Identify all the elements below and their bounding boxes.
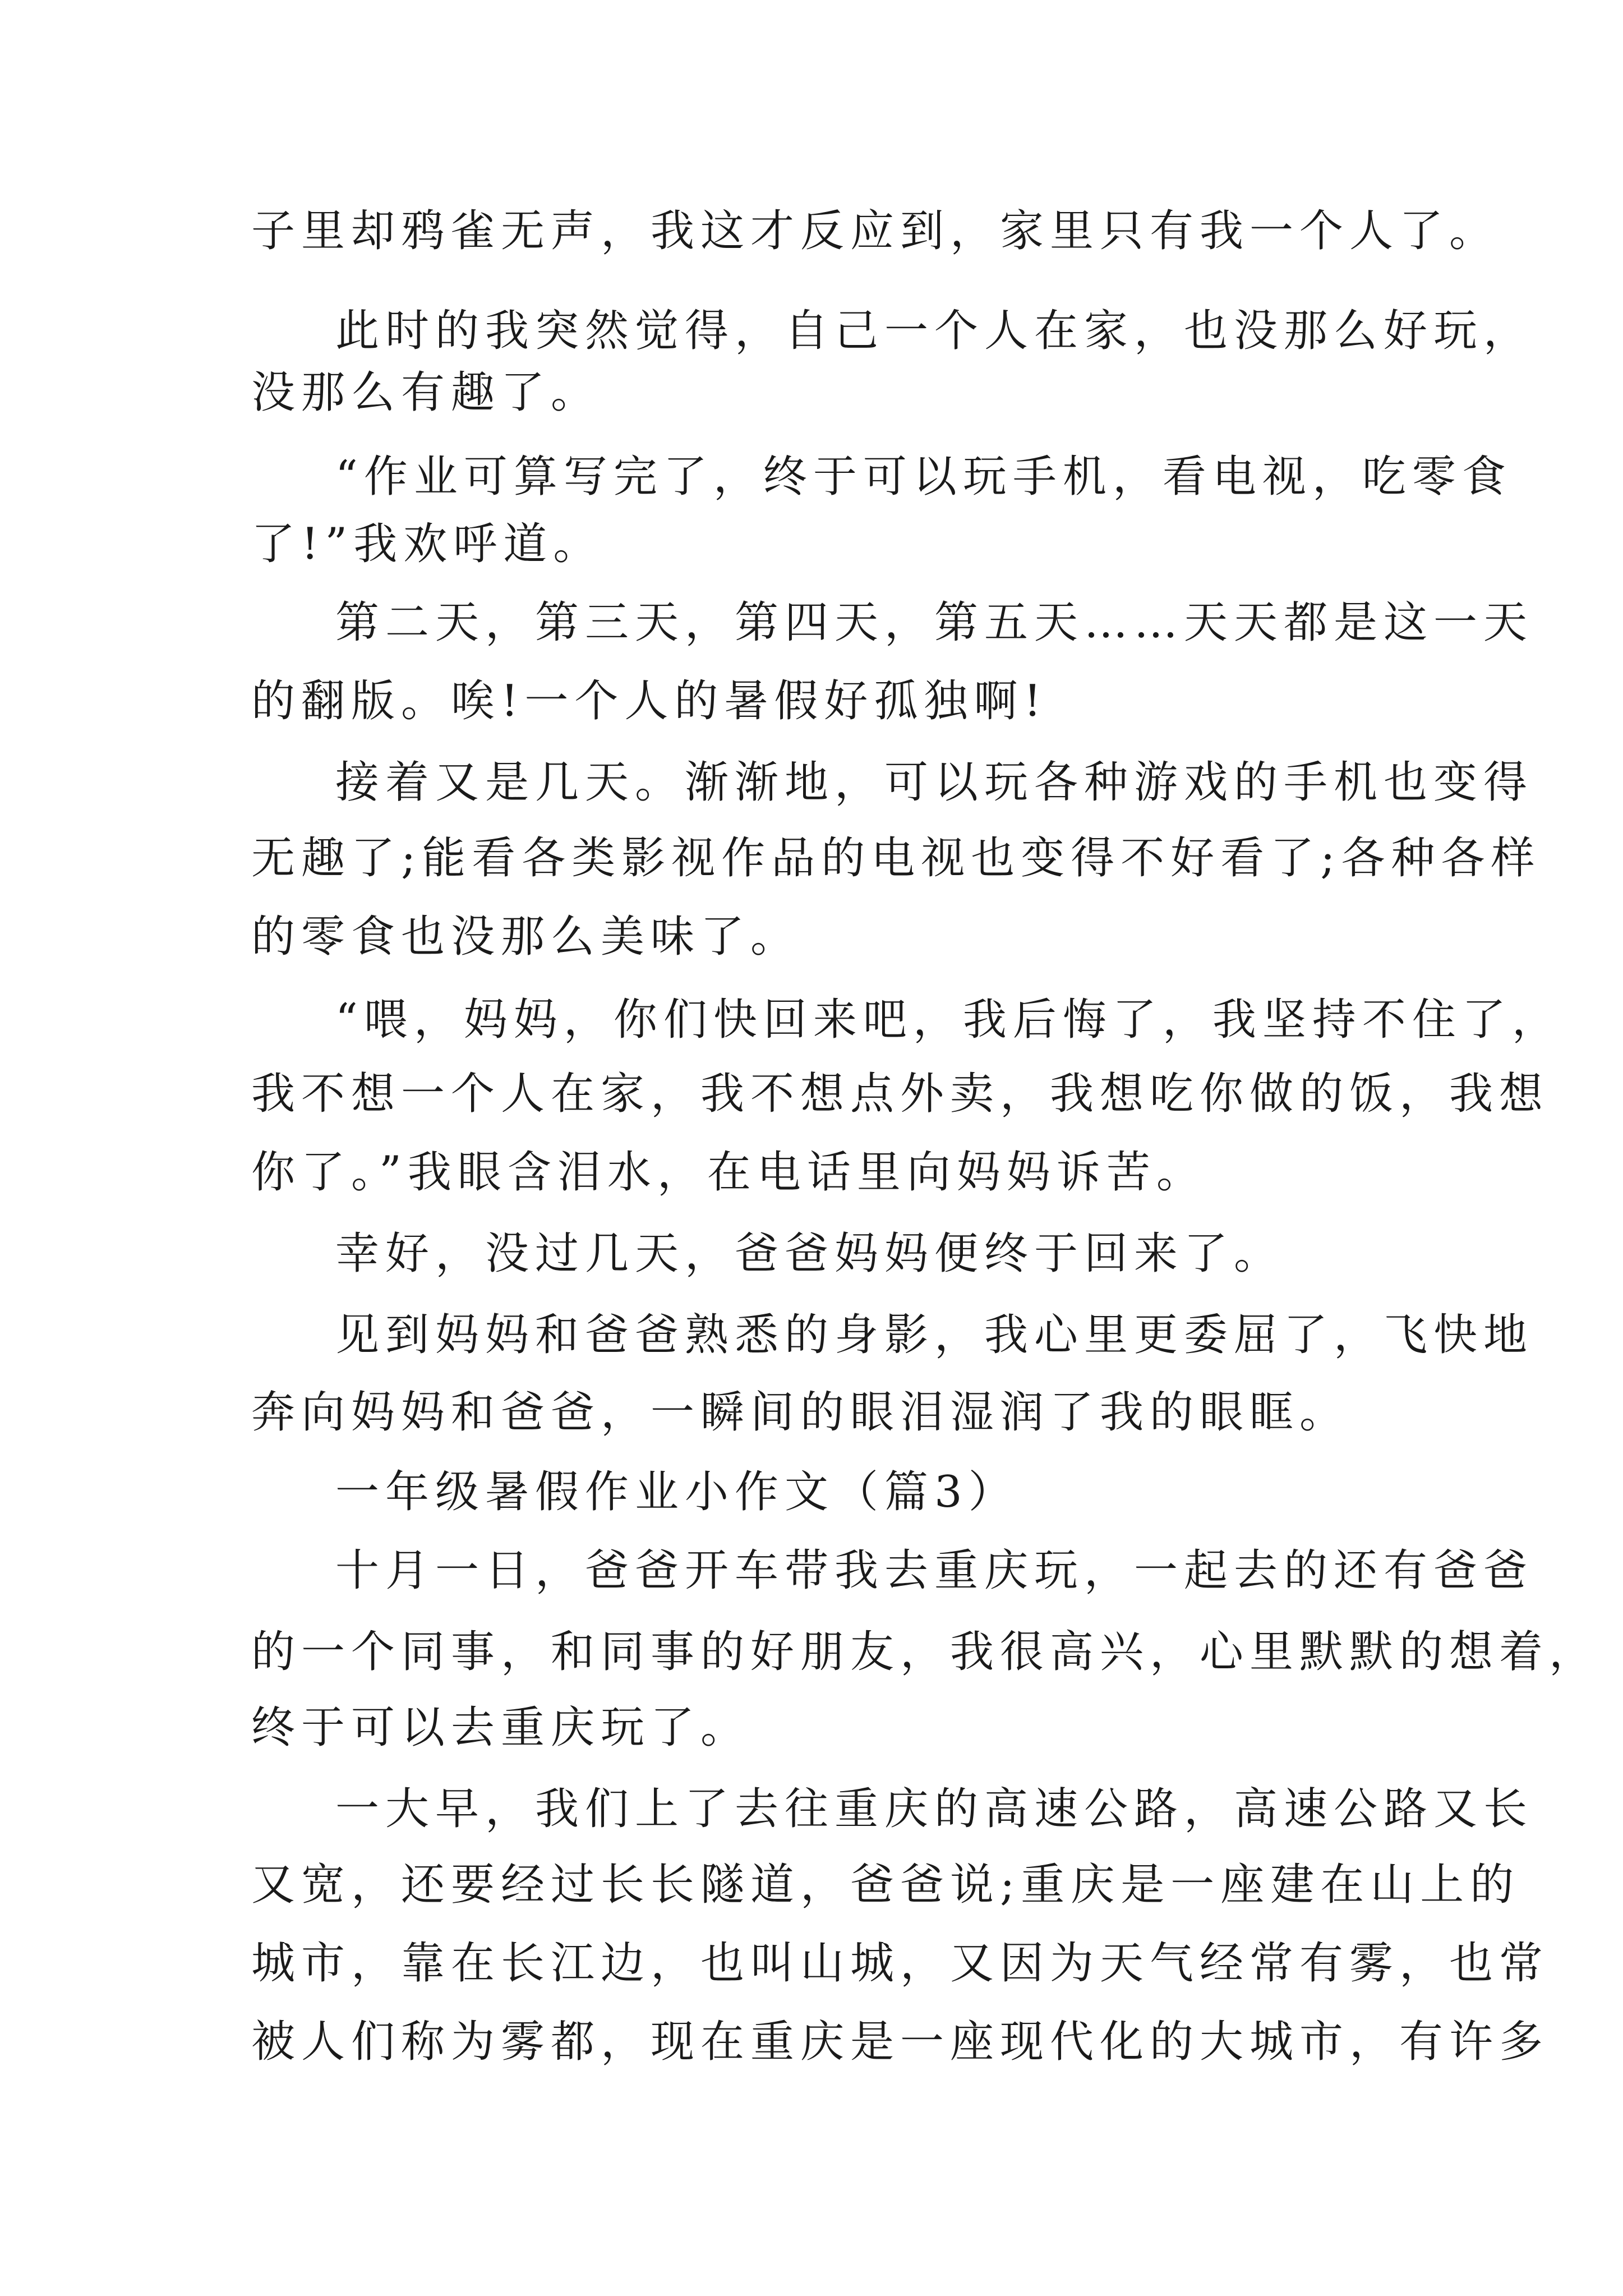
text-line: 见到妈妈和爸爸熟悉的身影，我心里更委屈了，飞快地 [335,1310,1534,1360]
text-line: 无趣了;能看各类影视作品的电视也变得不好看了;各种各样 [251,833,1541,884]
text-line: 一大早，我们上了去往重庆的高速公路，高速公路又长 [335,1784,1534,1834]
text-line: 城市，靠在长江边，也叫山城，又因为天气经常有雾，也常 [251,1938,1550,1989]
text-line: 第二天，第三天，第四天，第五天……天天都是这一天 [335,597,1534,648]
section-heading: 一年级暑假作业小作文（篇3） [335,1467,1018,1517]
text-line: 此时的我突然觉得，自己一个人在家，也没那么好玩， [335,306,1534,356]
text-line: 幸好，没过几天，爸爸妈妈便终于回来了。 [335,1228,1284,1279]
text-line: 接着又是几天。渐渐地，可以玩各种游戏的手机也变得 [335,757,1534,808]
text-line: 我不想一个人在家，我不想点外卖，我想吃你做的饭，我想 [251,1069,1550,1119]
text-line: 子里却鸦雀无声，我这才反应到，家里只有我一个人了。 [251,206,1500,256]
text-line: 终于可以去重庆玩了。 [251,1703,751,1753]
text-line: 十月一日，爸爸开车带我去重庆玩，一起去的还有爸爸 [335,1545,1534,1596]
text-line: 又宽，还要经过长长隧道，爸爸说;重庆是一座建在山上的 [251,1860,1520,1910]
text-line: 的零食也没那么美味了。 [251,912,801,962]
text-line: 了!”我欢呼道。 [251,519,603,569]
text-line: 奔向妈妈和爸爸，一瞬间的眼泪湿润了我的眼眶。 [251,1387,1350,1438]
text-line: 没那么有趣了。 [251,367,601,418]
text-line: 的翻版。唉!一个人的暑假好孤独啊! [251,676,1048,726]
text-line: “喂，妈妈，你们快回来吧，我后悔了，我坚持不住了， [335,995,1562,1045]
text-line: 的一个同事，和同事的好朋友，我很高兴，心里默默的想着， [251,1627,1599,1677]
text-line: 被人们称为雾都，现在重庆是一座现代化的大城市，有许多 [251,2017,1550,2067]
text-line: 你了。”我眼含泪水，在电话里向妈妈诉苦。 [251,1147,1206,1198]
text-line: “作业可算写完了，终于可以玩手机，看电视，吃零食 [335,452,1512,502]
